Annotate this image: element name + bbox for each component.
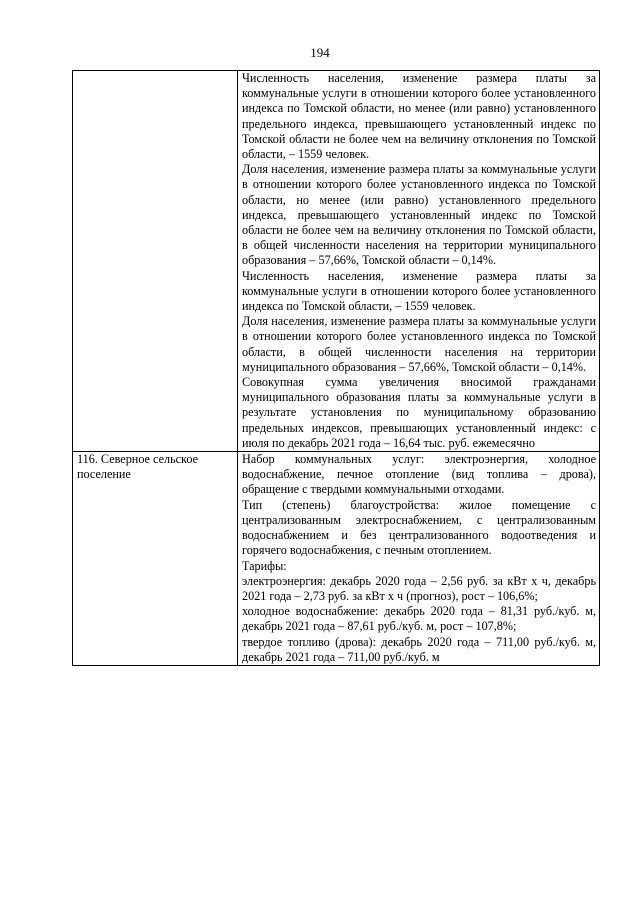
paragraph: Набор коммунальных услуг: электроэнергия, холодное водоснабжение, печное отопление (вид топлива – дрова), обращение с твердыми коммунальными отходами. — [242, 452, 596, 497]
table-row — [73, 452, 600, 666]
municipality-cell — [73, 71, 238, 452]
paragraph: Тарифы: — [242, 558, 287, 573]
municipality-name: 116. Северное сельское поселение — [77, 452, 198, 482]
paragraph: электроэнергия: декабрь 2020 года – 2,56 руб. за кВт х ч, декабрь 2021 года – 2,73 руб. за кВт х ч (прогноз), рост – 106,6%; — [242, 573, 596, 603]
paragraph: Численность населения, изменение размера платы за коммунальные услуги в отношении которого более установленного индекса по Томской области, – 1559 человек. — [242, 268, 596, 314]
paragraph: Доля населения, изменение размера платы за коммунальные услуги в отношении которого более установленного индекса по Томской области, в общей численности населения на территории муниципального образования – 57,66%, Томской области – 0,14%. — [242, 314, 596, 374]
paragraph: Доля населения, изменение размера платы за коммунальные услуги в отношении которого более установленного индекса по Томской области, но менее (или равно) установленного предельного индекса, превышающего установленный индекс по Томской области не более чем на величину отклонения по Томской области, в общей численности населения на территории муниципального образования – 57,66%, Томской области – 0,14%. — [242, 162, 596, 268]
page-number: 194 — [310, 45, 330, 60]
paragraph: Совокупная сумма увеличения вносимой гражданами муниципального образования платы за коммунальные услуги в результате установления по муниципальному образованию предельных индексов, превышающих установленный индекс: с июля по декабрь 2021 года – 16,64 тыс. руб. ежемесячно — [242, 375, 596, 450]
paragraph: холодное водоснабжение: декабрь 2020 года – 81,31 руб./куб. м, декабрь 2021 года – 87,61 руб./куб. м, рост – 107,8%; — [242, 604, 596, 634]
paragraph: Тип (степень) благоустройства: жилое помещение с централизованным электроснабжением, с централизованным водоснабжением и без централизованного водоотведения и горячего водоснабжения, с печным отоплением. — [242, 497, 596, 558]
paragraph: твердое топливо (дрова): декабрь 2020 года – 711,00 руб./куб. м, декабрь 2021 года – 711,00 руб./куб. м — [242, 634, 596, 664]
indicators-cell — [238, 452, 600, 666]
municipality-cell — [73, 452, 238, 666]
indicators-cell — [238, 71, 600, 452]
table-row — [73, 71, 600, 452]
municipality-tariff-table — [72, 70, 600, 666]
paragraph: Численность населения, изменение размера платы за коммунальные услуги в отношении которого более установленного индекса по Томской области, но менее (или равно) установленного предельного индекса, превышающего установленный индекс по Томской области не более чем на величину отклонения по Томской области, – 1559 человек. — [242, 71, 596, 162]
